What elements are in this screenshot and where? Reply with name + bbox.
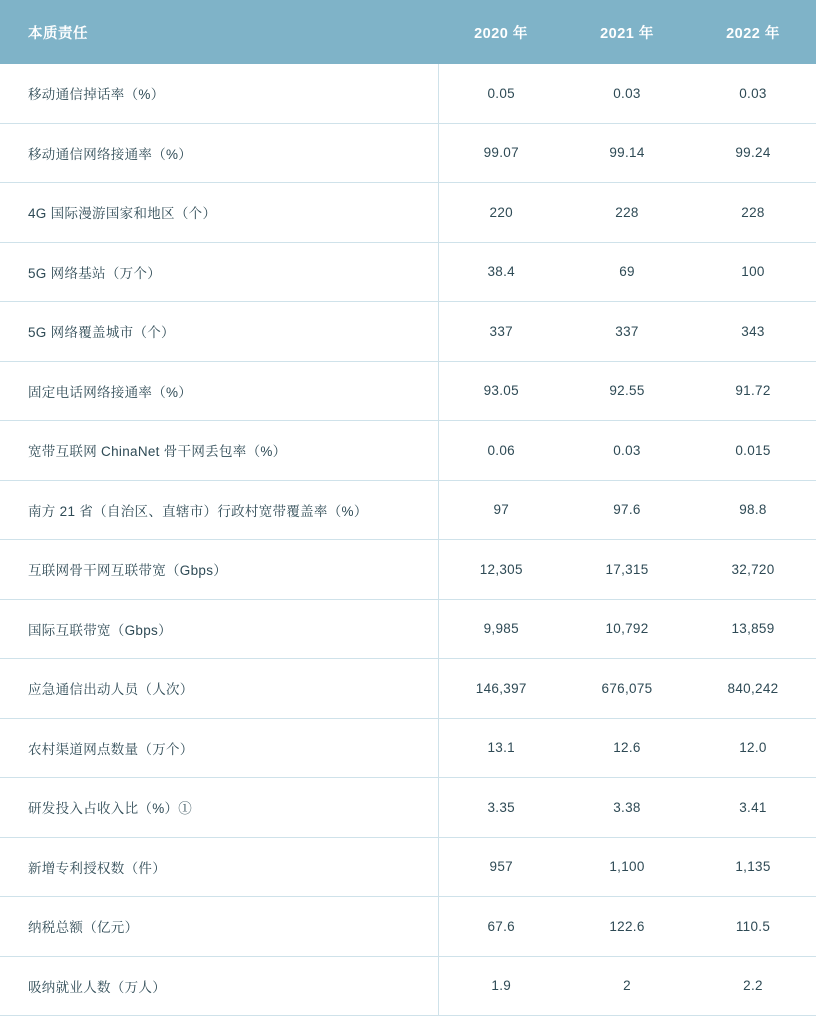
row-value-2022: 99.24 [690, 123, 816, 183]
row-value-2021: 97.6 [564, 480, 690, 540]
row-label: 5G 网络覆盖城市（个） [0, 302, 438, 362]
row-label: 应急通信出动人员（人次） [0, 659, 438, 719]
row-value-2020: 97 [438, 480, 564, 540]
row-label: 5G 网络基站（万个） [0, 242, 438, 302]
row-value-2020: 1.9 [438, 956, 564, 1016]
row-value-2021: 1,100 [564, 837, 690, 897]
row-value-2021: 0.03 [564, 64, 690, 123]
row-value-2020: 0.05 [438, 64, 564, 123]
table-row [0, 183, 816, 243]
row-value-2022: 228 [690, 183, 816, 243]
row-value-2021: 122.6 [564, 897, 690, 957]
row-value-2022: 0.03 [690, 64, 816, 123]
row-value-2022: 0.015 [690, 421, 816, 481]
row-value-2020: 220 [438, 183, 564, 243]
row-value-2022: 91.72 [690, 361, 816, 421]
row-value-2021: 228 [564, 183, 690, 243]
row-value-2020: 13.1 [438, 718, 564, 778]
row-label: 固定电话网络接通率（%） [0, 361, 438, 421]
table-row [0, 421, 816, 481]
table-row [0, 718, 816, 778]
row-value-2022: 100 [690, 242, 816, 302]
table-header-row [0, 0, 816, 64]
table-row [0, 599, 816, 659]
table-row [0, 302, 816, 362]
row-value-2021: 337 [564, 302, 690, 362]
row-value-2020: 9,985 [438, 599, 564, 659]
row-value-2021: 92.55 [564, 361, 690, 421]
row-value-2021: 12.6 [564, 718, 690, 778]
table-row [0, 778, 816, 838]
column-header-year-2021: 2021 年 [564, 0, 690, 64]
table-row [0, 956, 816, 1016]
row-label: 互联网骨干网互联带宽（Gbps） [0, 540, 438, 600]
row-value-2022: 2.2 [690, 956, 816, 1016]
table-body [0, 64, 816, 1016]
row-value-2022: 110.5 [690, 897, 816, 957]
table-row [0, 64, 816, 123]
row-value-2020: 93.05 [438, 361, 564, 421]
row-value-2020: 12,305 [438, 540, 564, 600]
row-value-2020: 99.07 [438, 123, 564, 183]
table-row [0, 837, 816, 897]
row-value-2020: 146,397 [438, 659, 564, 719]
table-row [0, 659, 816, 719]
row-value-2022: 12.0 [690, 718, 816, 778]
row-label: 宽带互联网 ChinaNet 骨干网丢包率（%） [0, 421, 438, 481]
table-row [0, 361, 816, 421]
row-value-2021: 69 [564, 242, 690, 302]
row-value-2022: 3.41 [690, 778, 816, 838]
row-value-2021: 0.03 [564, 421, 690, 481]
row-value-2022: 1,135 [690, 837, 816, 897]
table-row [0, 123, 816, 183]
row-label: 国际互联带宽（Gbps） [0, 599, 438, 659]
row-value-2022: 98.8 [690, 480, 816, 540]
table-row [0, 480, 816, 540]
table-header [0, 0, 816, 64]
row-value-2021: 676,075 [564, 659, 690, 719]
column-header-year-2020: 2020 年 [438, 0, 564, 64]
table-row [0, 897, 816, 957]
row-value-2020: 0.06 [438, 421, 564, 481]
row-label: 移动通信掉话率（%） [0, 64, 438, 123]
row-value-2020: 38.4 [438, 242, 564, 302]
table-row [0, 540, 816, 600]
row-label: 吸纳就业人数（万人） [0, 956, 438, 1016]
row-label: 移动通信网络接通率（%） [0, 123, 438, 183]
row-value-2021: 2 [564, 956, 690, 1016]
column-header-year-2022: 2022 年 [690, 0, 816, 64]
row-value-2022: 13,859 [690, 599, 816, 659]
row-value-2022: 840,242 [690, 659, 816, 719]
row-value-2022: 32,720 [690, 540, 816, 600]
row-value-2020: 3.35 [438, 778, 564, 838]
row-value-2021: 3.38 [564, 778, 690, 838]
row-label: 4G 国际漫游国家和地区（个） [0, 183, 438, 243]
row-value-2020: 67.6 [438, 897, 564, 957]
row-value-2021: 10,792 [564, 599, 690, 659]
column-header-label: 本质责任 [0, 0, 438, 64]
row-value-2021: 99.14 [564, 123, 690, 183]
row-label: 研发投入占收入比（%）① [0, 778, 438, 838]
row-value-2020: 337 [438, 302, 564, 362]
row-value-2020: 957 [438, 837, 564, 897]
row-label: 南方 21 省（自治区、直辖市）行政村宽带覆盖率（%） [0, 480, 438, 540]
row-label: 新增专利授权数（件） [0, 837, 438, 897]
row-label: 农村渠道网点数量（万个） [0, 718, 438, 778]
table-row [0, 242, 816, 302]
row-value-2021: 17,315 [564, 540, 690, 600]
row-value-2022: 343 [690, 302, 816, 362]
row-label: 纳税总额（亿元） [0, 897, 438, 957]
